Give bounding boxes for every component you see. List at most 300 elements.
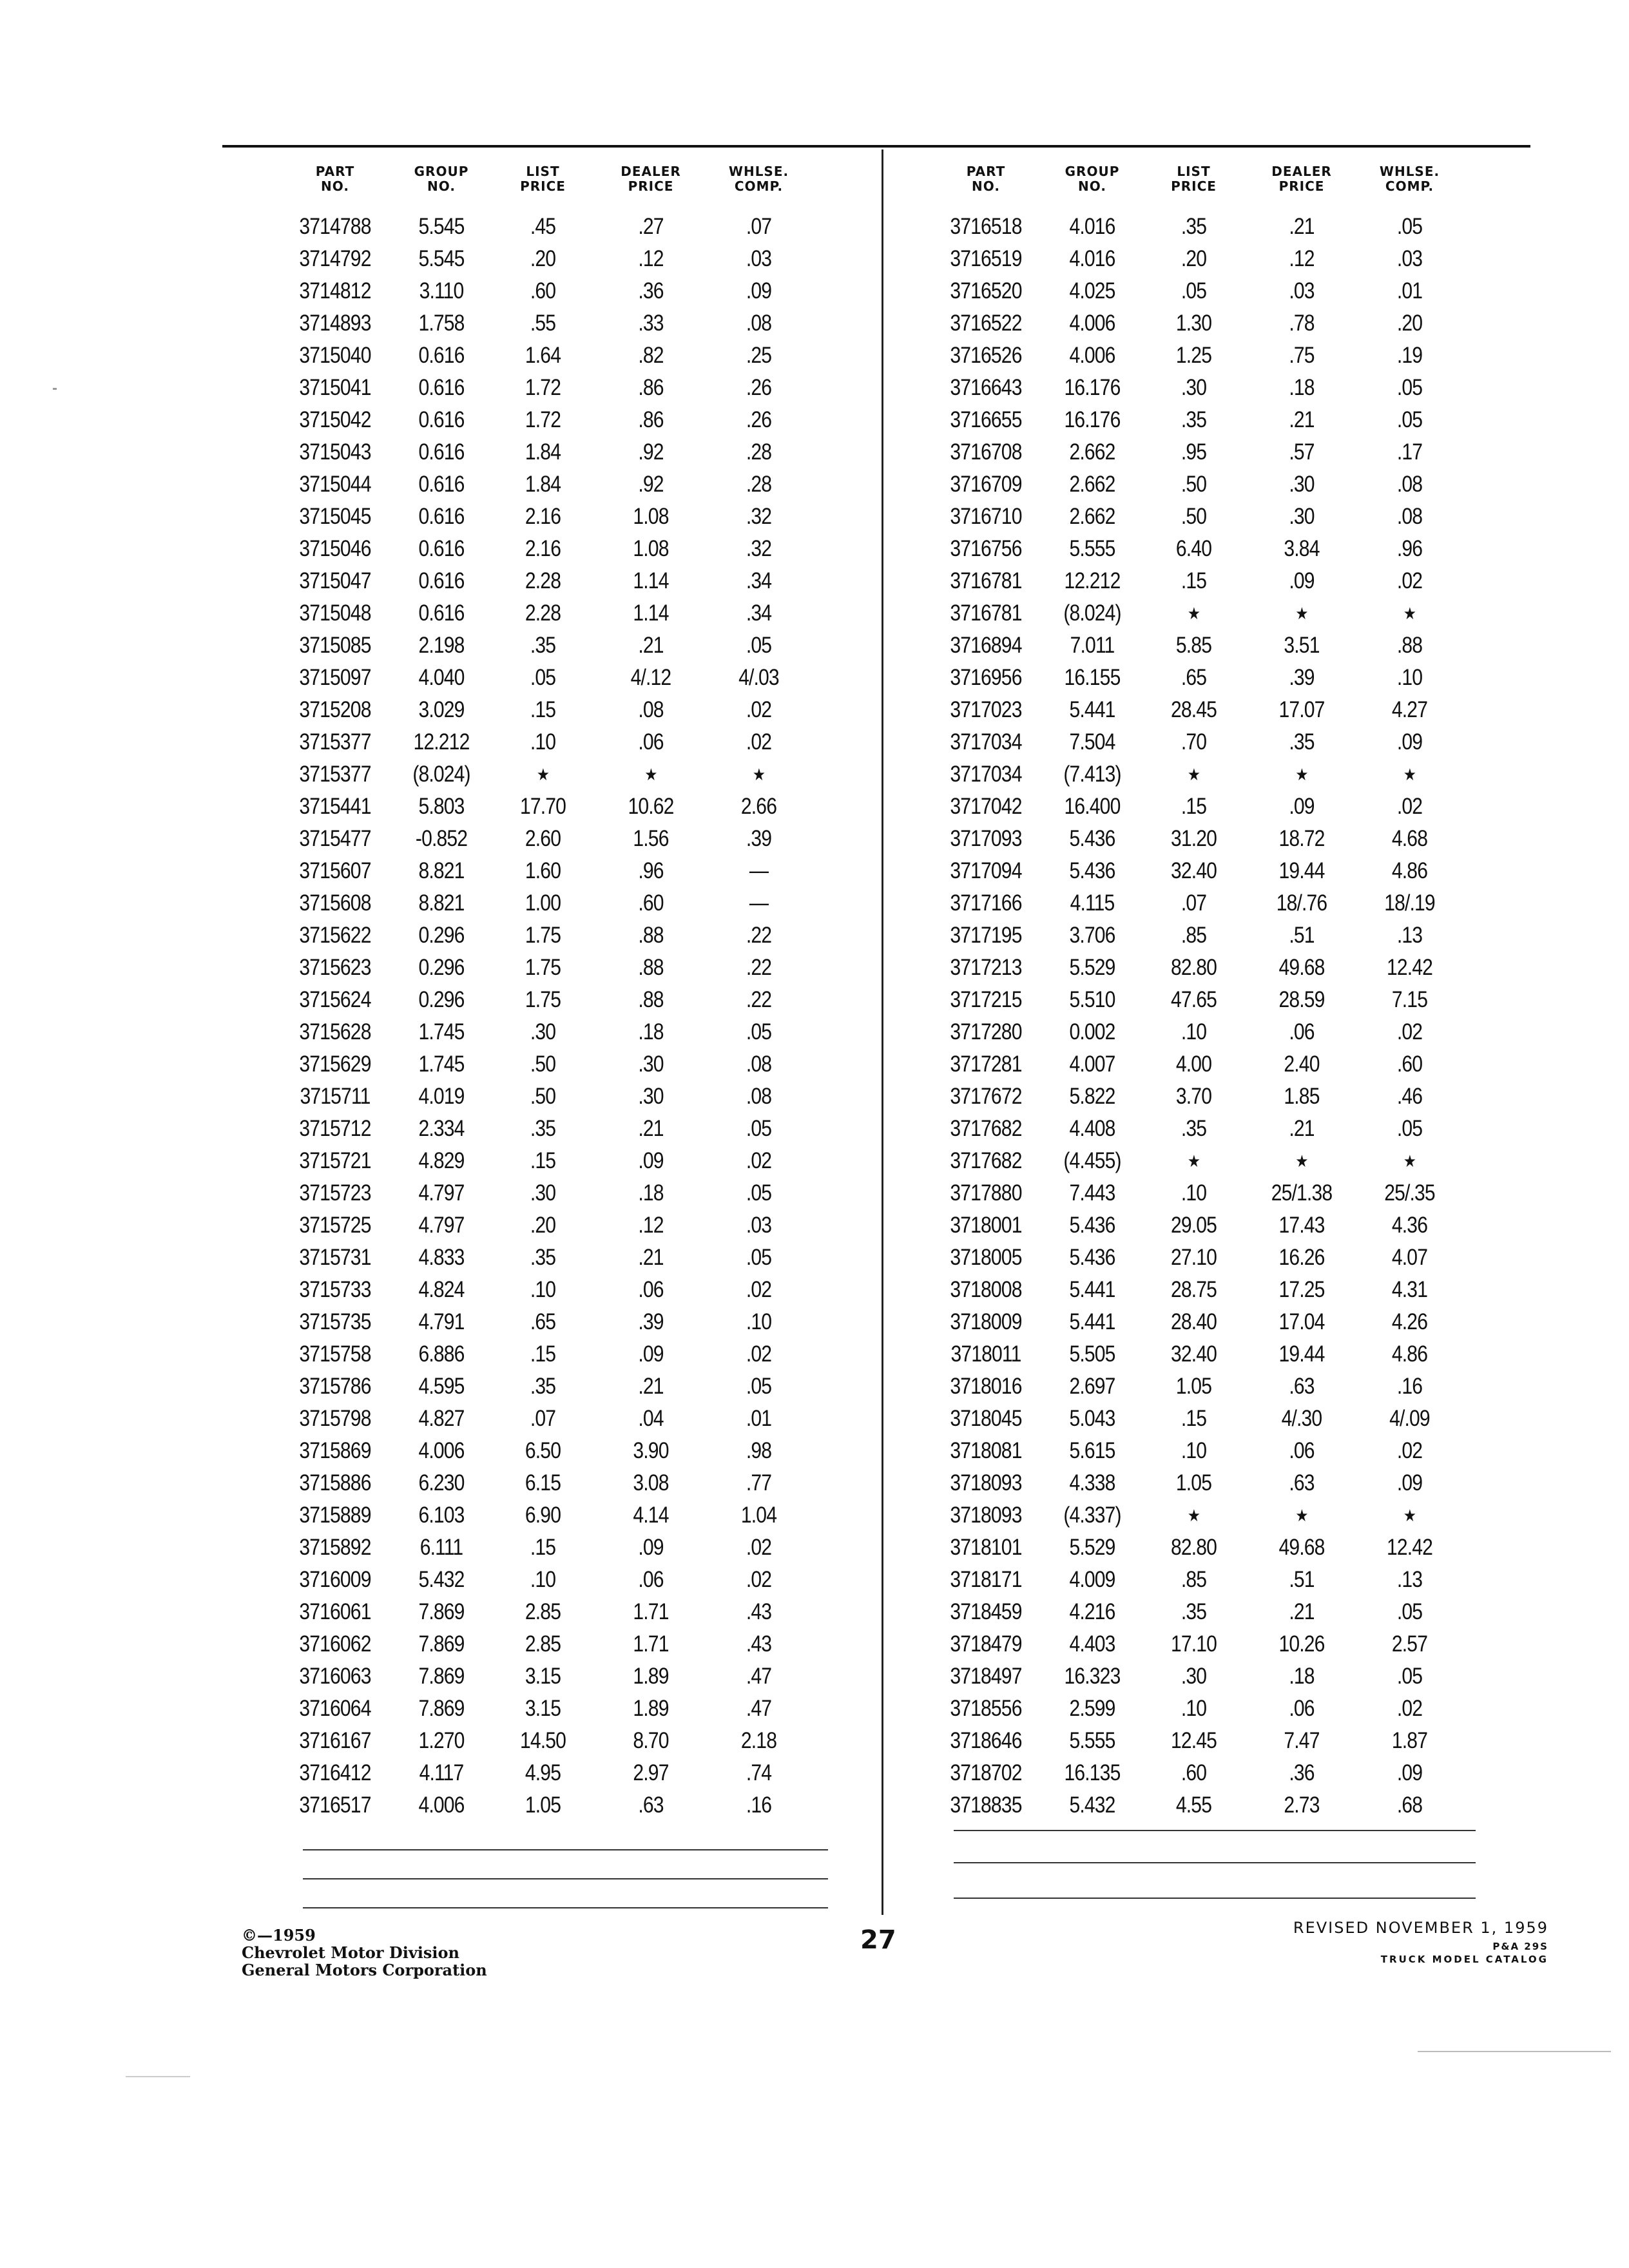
group-no-cell: 3.706: [1069, 923, 1115, 948]
part-no-cell: 3714893: [299, 311, 371, 336]
table-row: [928, 468, 1463, 501]
list-price-cell: 1.75: [525, 955, 561, 980]
list-price-cell: 3.15: [525, 1696, 561, 1721]
group-no-cell: 5.545: [418, 214, 465, 239]
part-no-cell: 3715623: [299, 955, 371, 980]
part-no-cell: 3717682: [950, 1116, 1022, 1141]
whlse-comp-cell: .32: [746, 536, 772, 561]
part-no-cell: 3717280: [950, 1019, 1022, 1044]
header-label: LIST: [1177, 164, 1211, 179]
left-parts-table: [277, 164, 812, 1821]
list-price-cell: .05: [530, 665, 556, 690]
whlse-comp-cell: .16: [1396, 1374, 1423, 1399]
table-row: [277, 1338, 812, 1370]
list-price-cell: 32.40: [1170, 858, 1217, 883]
header-label: PART: [966, 164, 1006, 179]
part-no-cell: 3715046: [299, 536, 371, 561]
group-no-cell: 4.797: [418, 1213, 465, 1238]
group-no-cell: 7.504: [1069, 729, 1115, 754]
list-price-cell: 2.28: [525, 601, 561, 626]
group-no-cell: 5.510: [1069, 987, 1115, 1012]
list-price-cell: 27.10: [1170, 1245, 1217, 1270]
whlse-comp-cell: ★: [1403, 603, 1416, 623]
catalog-name: TRUCK MODEL CATALOG: [1380, 1954, 1548, 1965]
list-price-cell: .05: [1181, 278, 1207, 303]
group-no-cell: -0.852: [415, 826, 468, 851]
table-row: [277, 1467, 812, 1499]
part-no-cell: 3717166: [950, 890, 1022, 916]
whlse-comp-cell: .47: [746, 1696, 772, 1721]
table-row: [928, 1306, 1463, 1338]
dealer-price-cell: .63: [638, 1792, 664, 1818]
group-no-cell: 6.103: [418, 1503, 465, 1528]
whlse-comp-cell: .22: [746, 923, 772, 948]
part-no-cell: 3715624: [299, 987, 371, 1012]
dealer-price-cell: .30: [638, 1052, 664, 1077]
group-no-cell: 5.822: [1069, 1084, 1115, 1109]
list-price-cell: 1.05: [1175, 1470, 1212, 1495]
part-no-cell: 3716655: [950, 407, 1022, 432]
table-row: [277, 404, 812, 436]
whlse-comp-cell: 4.36: [1391, 1213, 1428, 1238]
list-price-cell: .20: [1181, 246, 1207, 271]
part-no-cell: 3716063: [299, 1664, 371, 1689]
dealer-price-cell: .92: [638, 439, 664, 465]
footer-rule: [954, 1862, 1476, 1863]
list-price-cell: .15: [1181, 1406, 1207, 1431]
table-row: [277, 1757, 812, 1789]
table-row: [277, 243, 812, 275]
group-no-cell: 4.791: [418, 1309, 465, 1334]
table-row: [277, 1177, 812, 1209]
table-row: [277, 662, 812, 694]
whlse-comp-cell: .17: [1396, 439, 1423, 465]
whlse-comp-cell: .02: [746, 1148, 772, 1173]
group-no-cell: 16.323: [1064, 1664, 1121, 1689]
part-no-cell: 3716517: [299, 1792, 371, 1818]
part-no-cell: 3715477: [299, 826, 371, 851]
group-no-cell: 7.869: [418, 1664, 465, 1689]
whlse-comp-cell: .20: [1396, 311, 1423, 336]
group-no-cell: 4.006: [418, 1792, 465, 1818]
table-row: [277, 1145, 812, 1177]
list-price-cell: .15: [1181, 568, 1207, 593]
whlse-comp-cell: 7.15: [1391, 987, 1428, 1012]
table-row: [928, 1016, 1463, 1048]
part-no-cell: 3717034: [950, 729, 1022, 754]
header-label: WHLSE.: [728, 164, 789, 179]
table-row: [928, 404, 1463, 436]
table-row: [928, 984, 1463, 1016]
list-price-cell: .35: [530, 1116, 556, 1141]
table-row: [277, 1596, 812, 1628]
whlse-comp-cell: 4.31: [1391, 1277, 1428, 1302]
dealer-price-cell: 1.71: [633, 1631, 669, 1657]
group-no-cell: 7.011: [1070, 633, 1115, 658]
group-no-cell: 2.662: [1069, 439, 1115, 465]
table-row: [277, 919, 812, 952]
list-price-cell: 1.84: [525, 472, 561, 497]
group-no-cell: 7.443: [1069, 1180, 1115, 1206]
list-price-cell: .30: [1181, 375, 1207, 400]
part-no-cell: 3715889: [299, 1503, 371, 1528]
group-no-cell: 16.135: [1064, 1760, 1121, 1785]
header-label: PRICE: [1171, 178, 1217, 194]
group-no-cell: 3.110: [419, 278, 464, 303]
list-price-cell: 4.55: [1175, 1792, 1212, 1818]
table-row: [928, 791, 1463, 823]
whlse-comp-cell: .01: [1396, 278, 1423, 303]
group-no-cell: 7.869: [418, 1599, 465, 1624]
whlse-comp-cell: ★: [752, 764, 766, 784]
header-dealer-price: [1247, 164, 1356, 211]
group-no-cell: 4.797: [418, 1180, 465, 1206]
list-price-cell: 32.40: [1170, 1341, 1217, 1367]
dealer-price-cell: 4.14: [633, 1503, 669, 1528]
dealer-price-cell: .51: [1289, 1567, 1315, 1592]
dealer-price-cell: .27: [638, 214, 664, 239]
whlse-comp-cell: .34: [746, 568, 772, 593]
list-price-cell: 28.45: [1170, 697, 1217, 722]
table-row: [277, 629, 812, 662]
table-row: [277, 1693, 812, 1725]
dealer-price-cell: 1.89: [633, 1696, 669, 1721]
dealer-price-cell: .18: [638, 1180, 664, 1206]
list-price-cell: 1.72: [525, 375, 561, 400]
list-price-cell: .35: [1181, 407, 1207, 432]
dealer-price-cell: .06: [1289, 1019, 1315, 1044]
scan-streak: [1418, 2051, 1611, 2052]
whlse-comp-cell: .19: [1396, 343, 1423, 368]
table-row: [277, 1660, 812, 1693]
scan-speck: [53, 388, 57, 390]
whlse-comp-cell: ★: [1403, 1151, 1416, 1171]
list-price-cell: 2.28: [525, 568, 561, 593]
header-label: NO.: [972, 178, 1000, 194]
list-price-cell: 1.72: [525, 407, 561, 432]
dealer-price-cell: 3.84: [1284, 536, 1320, 561]
table-row: [928, 1370, 1463, 1403]
whlse-comp-cell: .08: [1396, 472, 1423, 497]
whlse-comp-cell: .60: [1396, 1052, 1423, 1077]
dealer-price-cell: 1.85: [1284, 1084, 1320, 1109]
whlse-comp-cell: 2.18: [740, 1728, 777, 1753]
dealer-price-cell: .86: [638, 407, 664, 432]
group-no-cell: 5.043: [1069, 1406, 1115, 1431]
group-no-cell: 5.615: [1069, 1438, 1115, 1463]
dealer-price-cell: 3.08: [633, 1470, 669, 1495]
list-price-cell: .20: [530, 246, 556, 271]
list-price-cell: .60: [530, 278, 556, 303]
whlse-comp-cell: ★: [1403, 1505, 1416, 1525]
whlse-comp-cell: .05: [1396, 1599, 1423, 1624]
part-no-cell: 3717672: [950, 1084, 1022, 1109]
list-price-cell: 28.40: [1170, 1309, 1217, 1334]
part-no-cell: 3716756: [950, 536, 1022, 561]
whlse-comp-cell: .03: [746, 246, 772, 271]
list-price-cell: .15: [530, 1341, 556, 1367]
header-part-no: [928, 164, 1044, 211]
part-no-cell: 3718009: [950, 1309, 1022, 1334]
footer-rule: [303, 1878, 828, 1879]
header-label: GROUP: [414, 164, 469, 179]
whlse-comp-cell: .05: [1396, 375, 1423, 400]
part-no-cell: 3715043: [299, 439, 371, 465]
table-row: [928, 726, 1463, 758]
table-row: [277, 1435, 812, 1467]
whlse-comp-cell: .25: [746, 343, 772, 368]
table-row: [928, 1693, 1463, 1725]
group-no-cell: 4.115: [1070, 890, 1115, 916]
dealer-price-cell: .21: [1289, 1599, 1315, 1624]
part-no-cell: 3718497: [950, 1664, 1022, 1689]
group-no-cell: 4.006: [1069, 311, 1115, 336]
part-no-cell: 3718646: [950, 1728, 1022, 1753]
table-row: [928, 1532, 1463, 1564]
header-label: COMP.: [734, 178, 784, 194]
group-no-cell: 4.595: [418, 1374, 465, 1399]
group-no-cell: 5.555: [1069, 1728, 1115, 1753]
list-price-cell: .30: [530, 1180, 556, 1206]
whlse-comp-cell: 2.57: [1391, 1631, 1428, 1657]
top-rule: [222, 145, 1530, 148]
part-no-cell: 3717880: [950, 1180, 1022, 1206]
page-number: 27: [860, 1925, 896, 1955]
group-no-cell: 4.006: [418, 1438, 465, 1463]
part-no-cell: 3716894: [950, 633, 1022, 658]
whlse-comp-cell: .05: [746, 633, 772, 658]
part-no-cell: 3715045: [299, 504, 371, 529]
whlse-comp-cell: .02: [1396, 1696, 1423, 1721]
dealer-price-cell: .09: [1289, 794, 1315, 819]
group-no-cell: 4.025: [1069, 278, 1115, 303]
part-no-cell: 3717195: [950, 923, 1022, 948]
group-no-cell: 12.212: [1064, 568, 1121, 593]
part-no-cell: 3716062: [299, 1631, 371, 1657]
dealer-price-cell: .03: [1289, 278, 1315, 303]
list-price-cell: .85: [1181, 1567, 1207, 1592]
list-price-cell: 1.75: [525, 987, 561, 1012]
table-row: [928, 1048, 1463, 1081]
part-no-cell: 3715608: [299, 890, 371, 916]
dealer-price-cell: .21: [1289, 407, 1315, 432]
table-row: [928, 1660, 1463, 1693]
list-price-cell: .07: [530, 1406, 556, 1431]
whlse-comp-cell: .01: [746, 1406, 772, 1431]
dealer-price-cell: 19.44: [1278, 858, 1325, 883]
part-no-cell: 3718011: [950, 1341, 1021, 1367]
table-row: [277, 565, 812, 597]
group-no-cell: 0.616: [418, 472, 465, 497]
whlse-comp-cell: .68: [1396, 1792, 1423, 1818]
dealer-price-cell: .57: [1289, 439, 1315, 465]
list-price-cell: .10: [530, 729, 556, 754]
group-no-cell: 4.006: [1069, 343, 1115, 368]
whlse-comp-cell: .08: [746, 1052, 772, 1077]
group-no-cell: 1.745: [418, 1019, 465, 1044]
group-no-cell: 16.176: [1064, 375, 1121, 400]
part-no-cell: 3718001: [950, 1213, 1022, 1238]
list-price-cell: .20: [530, 1213, 556, 1238]
dealer-price-cell: .04: [638, 1406, 664, 1431]
whlse-comp-cell: 4.86: [1391, 1341, 1428, 1367]
whlse-comp-cell: .09: [1396, 1760, 1423, 1785]
dealer-price-cell: .88: [638, 955, 664, 980]
part-no-cell: 3715725: [299, 1213, 371, 1238]
whlse-comp-cell: .05: [1396, 1664, 1423, 1689]
group-no-cell: 0.616: [418, 601, 465, 626]
dealer-price-cell: .12: [1289, 246, 1315, 271]
part-no-cell: 3718835: [950, 1792, 1022, 1818]
whlse-comp-cell: .43: [746, 1599, 772, 1624]
part-no-cell: 3715723: [299, 1180, 371, 1206]
group-no-cell: 5.803: [418, 794, 465, 819]
part-no-cell: 3716526: [950, 343, 1022, 368]
table-row: [928, 1596, 1463, 1628]
dealer-price-cell: 2.40: [1284, 1052, 1320, 1077]
part-no-cell: 3716708: [950, 439, 1022, 465]
whlse-comp-cell: 2.66: [740, 794, 777, 819]
dealer-price-cell: .18: [638, 1019, 664, 1044]
dealer-price-cell: .09: [638, 1341, 664, 1367]
table-row: [277, 1016, 812, 1048]
table-row: [928, 1467, 1463, 1499]
whlse-comp-cell: .02: [1396, 794, 1423, 819]
list-price-cell: 2.16: [525, 536, 561, 561]
group-no-cell: (4.455): [1063, 1148, 1121, 1173]
table-row: [277, 1499, 812, 1532]
dealer-price-cell: .12: [638, 1213, 664, 1238]
list-price-cell: 17.70: [519, 794, 566, 819]
group-no-cell: 6.886: [418, 1341, 465, 1367]
dealer-price-cell: 28.59: [1278, 987, 1325, 1012]
group-no-cell: 0.296: [418, 955, 465, 980]
whlse-comp-cell: .02: [1396, 568, 1423, 593]
dealer-price-cell: .39: [638, 1309, 664, 1334]
dealer-price-cell: ★: [1295, 1505, 1308, 1525]
dealer-price-cell: .21: [638, 1374, 664, 1399]
whlse-comp-cell: .88: [1396, 633, 1423, 658]
group-no-cell: 0.616: [418, 504, 465, 529]
group-no-cell: 1.270: [418, 1728, 465, 1753]
part-no-cell: 3718045: [950, 1406, 1022, 1431]
whlse-comp-cell: .22: [746, 987, 772, 1012]
dealer-price-cell: .60: [638, 890, 664, 916]
whlse-comp-cell: .02: [746, 1277, 772, 1302]
table-row: [928, 952, 1463, 984]
dealer-price-cell: .21: [1289, 214, 1315, 239]
table-row: [928, 1757, 1463, 1789]
dealer-price-cell: .21: [638, 1245, 664, 1270]
table-body: [928, 211, 1463, 1821]
part-no-cell: 3715892: [299, 1535, 371, 1560]
table-row: [277, 436, 812, 468]
dealer-price-cell: .78: [1289, 311, 1315, 336]
header-label: NO.: [1078, 178, 1106, 194]
whlse-comp-cell: .05: [1396, 407, 1423, 432]
table-row: [277, 1306, 812, 1338]
dealer-price-cell: 4/.12: [630, 665, 671, 690]
list-price-cell: .35: [1181, 1599, 1207, 1624]
dealer-price-cell: 3.90: [633, 1438, 669, 1463]
table-row: [928, 436, 1463, 468]
table-row: [928, 662, 1463, 694]
table-row: [277, 597, 812, 629]
header-label: DEALER: [621, 164, 681, 179]
group-no-cell: 0.296: [418, 987, 465, 1012]
dealer-price-cell: 1.08: [633, 536, 669, 561]
whlse-comp-cell: 4.68: [1391, 826, 1428, 851]
list-price-cell: 1.05: [1175, 1374, 1212, 1399]
whlse-comp-cell: .05: [746, 1180, 772, 1206]
part-no-cell: 3715040: [299, 343, 371, 368]
dealer-price-cell: 2.73: [1284, 1792, 1320, 1818]
whlse-comp-cell: 4/.03: [738, 665, 779, 690]
list-price-cell: 47.65: [1170, 987, 1217, 1012]
list-price-cell: .07: [1181, 890, 1207, 916]
part-no-cell: 3717034: [950, 762, 1022, 787]
dealer-price-cell: ★: [1295, 764, 1308, 784]
list-price-cell: 1.30: [1175, 311, 1212, 336]
group-no-cell: 5.436: [1069, 826, 1115, 851]
group-no-cell: 4.403: [1069, 1631, 1115, 1657]
table-row: [277, 855, 812, 887]
group-no-cell: 4.216: [1069, 1599, 1115, 1624]
whlse-comp-cell: .96: [1396, 536, 1423, 561]
table-row: [928, 597, 1463, 629]
group-no-cell: 4.016: [1069, 246, 1115, 271]
part-no-cell: 3716519: [950, 246, 1022, 271]
whlse-comp-cell: .05: [746, 1019, 772, 1044]
list-price-cell: .60: [1181, 1760, 1207, 1785]
whlse-comp-cell: .22: [746, 955, 772, 980]
part-no-cell: 3718101: [950, 1535, 1022, 1560]
whlse-comp-cell: .03: [1396, 246, 1423, 271]
part-no-cell: 3715048: [299, 601, 371, 626]
list-price-cell: 2.85: [525, 1599, 561, 1624]
whlse-comp-cell: .16: [746, 1792, 772, 1818]
list-price-cell: 3.15: [525, 1664, 561, 1689]
part-no-cell: 3717213: [950, 955, 1022, 980]
table-row: [277, 1725, 812, 1757]
list-price-cell: 82.80: [1170, 955, 1217, 980]
copyright-block: [242, 1927, 487, 1979]
part-no-cell: 3715711: [300, 1084, 371, 1109]
list-price-cell: .15: [530, 1148, 556, 1173]
table-row: [928, 275, 1463, 307]
dealer-price-cell: .51: [1289, 923, 1315, 948]
table-header-row: [277, 164, 812, 211]
whlse-comp-cell: .10: [746, 1309, 772, 1334]
group-no-cell: 5.436: [1069, 1245, 1115, 1270]
group-no-cell: 6.111: [419, 1535, 463, 1560]
group-no-cell: 5.555: [1069, 536, 1115, 561]
group-no-cell: 2.599: [1069, 1696, 1115, 1721]
part-no-cell: 3715735: [299, 1309, 371, 1334]
dealer-price-cell: .21: [638, 1116, 664, 1141]
table-row: [928, 1145, 1463, 1177]
table-row: [277, 1532, 812, 1564]
list-price-cell: 1.64: [525, 343, 561, 368]
header-list-price: [490, 164, 596, 211]
part-no-cell: 3714812: [299, 278, 371, 303]
list-price-cell: 14.50: [519, 1728, 566, 1753]
dealer-price-cell: ★: [1295, 1151, 1308, 1171]
whlse-comp-cell: 25/.35: [1384, 1180, 1435, 1206]
list-price-cell: 2.60: [525, 826, 561, 851]
group-no-cell: (8.024): [412, 762, 470, 787]
table-row: [928, 823, 1463, 855]
